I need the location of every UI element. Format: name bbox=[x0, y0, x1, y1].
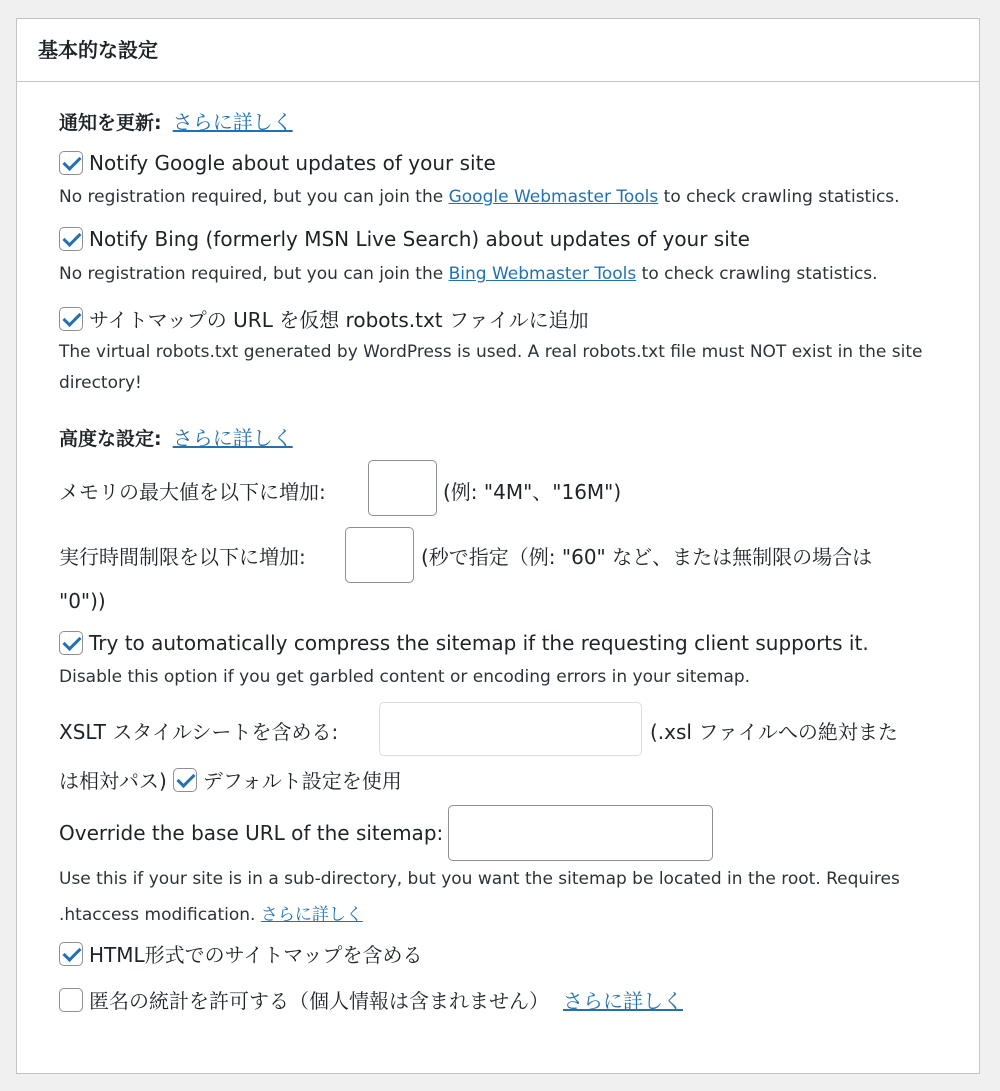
xslt-default-checkbox[interactable] bbox=[173, 768, 197, 792]
time-limit-label: 実行時間制限を以下に増加: bbox=[59, 545, 306, 569]
notify-learn-more-link[interactable]: さらに詳しく bbox=[172, 110, 293, 134]
time-limit-hint-line2: "0")) bbox=[59, 589, 106, 613]
bing-webmaster-tools-link[interactable]: Bing Webmaster Tools bbox=[448, 264, 637, 284]
anon-stats-option[interactable] bbox=[59, 985, 683, 1014]
base-url-description-line1: Use this if your site is in a sub-directory, but you want the sitemap be located in the root. Requires bbox=[59, 869, 900, 889]
anon-stats-learn-more-link[interactable]: さらに詳しく bbox=[563, 989, 683, 1013]
notify-bing-option[interactable] bbox=[59, 227, 750, 251]
notify-bing-description bbox=[59, 264, 878, 284]
google-webmaster-tools-link[interactable]: Google Webmaster Tools bbox=[448, 187, 659, 207]
memory-label: メモリの最大値を以下に増加: bbox=[59, 480, 326, 504]
robots-description-line2: directory! bbox=[59, 373, 142, 393]
notify-google-checkbox[interactable] bbox=[59, 151, 83, 175]
robots-checkbox[interactable] bbox=[59, 307, 83, 331]
base-url-desc-text: .htaccess modification. bbox=[59, 905, 261, 925]
notify-section-heading bbox=[59, 106, 293, 135]
advanced-section-heading bbox=[59, 422, 293, 451]
notify-google-label: Notify Google about updates of your site bbox=[89, 151, 496, 175]
notify-google-option[interactable] bbox=[59, 151, 496, 175]
notify-section-label: 通知を更新: bbox=[59, 112, 162, 134]
base-url-description-line2 bbox=[59, 900, 363, 925]
html-sitemap-option[interactable] bbox=[59, 939, 422, 968]
compress-label: Try to automatically compress the sitemap if the requesting client supports it. bbox=[89, 631, 869, 655]
html-sitemap-checkbox[interactable] bbox=[59, 942, 83, 966]
basic-settings-panel bbox=[16, 18, 980, 1074]
panel-header bbox=[17, 19, 979, 82]
time-limit-input[interactable] bbox=[345, 527, 414, 583]
memory-limit-input[interactable] bbox=[368, 460, 437, 516]
memory-hint: (例: "4M"、"16M") bbox=[443, 480, 622, 504]
xslt-input[interactable] bbox=[379, 702, 642, 756]
robots-option[interactable] bbox=[59, 304, 589, 333]
base-url-learn-more-link[interactable]: さらに詳しく bbox=[260, 905, 363, 925]
base-url-label: Override the base URL of the sitemap: bbox=[59, 821, 444, 845]
time-limit-hint-line1: (秒で指定（例: "60" など、または無制限の場合は bbox=[421, 545, 873, 569]
notify-google-description bbox=[59, 187, 900, 207]
google-desc-text-end: to check crawling statistics. bbox=[658, 187, 900, 207]
google-desc-text: No registration required, but you can join the bbox=[59, 187, 449, 207]
xslt-default-label: デフォルト設定を使用 bbox=[202, 769, 402, 793]
robots-description-line1: The virtual robots.txt generated by WordPress is used. A real robots.txt file must NOT exist in the site bbox=[59, 342, 923, 362]
anon-stats-label: 匿名の統計を許可する（個人情報は含まれません） bbox=[89, 989, 549, 1013]
bing-desc-text: No registration required, but you can join the bbox=[59, 264, 449, 284]
robots-label: サイトマップの URL を仮想 robots.txt ファイルに追加 bbox=[89, 308, 589, 332]
xslt-default-option[interactable] bbox=[59, 765, 402, 794]
html-sitemap-label: HTML形式でのサイトマップを含める bbox=[89, 943, 423, 967]
advanced-learn-more-link[interactable]: さらに詳しく bbox=[172, 426, 293, 450]
compress-option[interactable] bbox=[59, 631, 869, 655]
xslt-hint-line1: (.xsl ファイルへの絶対また bbox=[650, 720, 898, 744]
advanced-section-label: 高度な設定: bbox=[59, 428, 162, 450]
xslt-label: XSLT スタイルシートを含める: bbox=[59, 720, 339, 744]
base-url-input[interactable] bbox=[448, 805, 713, 861]
compress-checkbox[interactable] bbox=[59, 631, 83, 655]
panel-title: 基本的な設定 bbox=[38, 38, 158, 62]
notify-bing-label: Notify Bing (formerly MSN Live Search) about updates of your site bbox=[89, 227, 750, 251]
compress-description: Disable this option if you get garbled content or encoding errors in your sitemap. bbox=[59, 667, 751, 687]
anon-stats-checkbox[interactable] bbox=[59, 988, 83, 1012]
notify-bing-checkbox[interactable] bbox=[59, 227, 83, 251]
bing-desc-text-end: to check crawling statistics. bbox=[636, 264, 878, 284]
xslt-hint-line2: は相対パス) bbox=[59, 769, 167, 793]
